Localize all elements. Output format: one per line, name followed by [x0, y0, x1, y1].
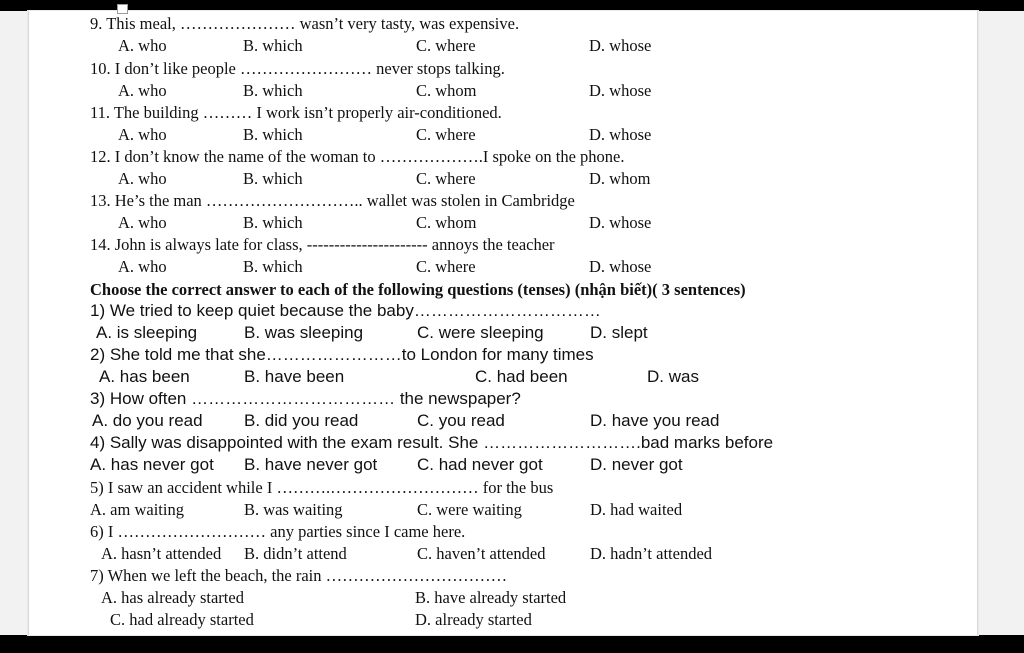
- t7-option-d: D. already started: [415, 610, 532, 629]
- t6-option-c: C. haven’t attended: [417, 544, 546, 563]
- t5-option-b: B. was waiting: [244, 500, 343, 519]
- q9-option-b: B. which: [243, 36, 303, 55]
- q10-option-c: C. whom: [416, 81, 477, 100]
- t6-option-a: A. hasn’t attended: [101, 544, 222, 563]
- question-9-stem: 9. This meal, ………………… wasn’t very tasty, was expensive.: [90, 14, 520, 33]
- t4-option-b: B. have never got: [244, 455, 378, 474]
- q13-option-d: D. whose: [589, 213, 652, 232]
- t2-option-a: A. has been: [99, 367, 190, 386]
- t7-option-c: C. had already started: [110, 610, 254, 629]
- t3-option-b: B. did you read: [244, 411, 359, 430]
- q13-option-b: B. which: [243, 213, 303, 232]
- t1-option-b: B. was sleeping: [244, 323, 364, 342]
- t5-option-a: A. am waiting: [90, 500, 184, 519]
- t3-option-d: D. have you read: [590, 411, 720, 430]
- t7-option-b: B. have already started: [415, 588, 567, 607]
- q9-option-a: A. who: [118, 36, 167, 55]
- q9-option-c: C. where: [416, 36, 476, 55]
- tense-question-1-stem: 1) We tried to keep quiet because the baby……………………………: [90, 301, 601, 320]
- t4-option-a: A. has never got: [90, 455, 214, 474]
- t5-option-c: C. were waiting: [417, 500, 522, 519]
- t3-option-c: C. you read: [417, 411, 505, 430]
- t3-option-a: A. do you read: [92, 411, 203, 430]
- q14-option-d: D. whose: [589, 257, 652, 276]
- question-14-stem: 14. John is always late for class, ---------------------- annoys the teacher: [90, 235, 555, 254]
- q13-option-a: A. who: [118, 213, 167, 232]
- tense-question-2-stem: 2) She told me that she……………………to London for many times: [90, 345, 594, 364]
- text-cursor-marker: [117, 4, 128, 14]
- q13-option-c: C. whom: [416, 213, 477, 232]
- tense-question-6-stem: 6) I ……………………… any parties since I came here.: [90, 522, 466, 541]
- q10-option-b: B. which: [243, 81, 303, 100]
- tense-question-4-stem: 4) Sally was disappointed with the exam result. She ……………………….bad marks before: [90, 433, 774, 452]
- question-10-stem: 10. I don’t like people …………………… never stops talking.: [90, 59, 505, 78]
- t7-option-a: A. has already started: [101, 588, 244, 607]
- q10-option-a: A. who: [118, 81, 167, 100]
- t2-option-d: D. was: [647, 367, 699, 386]
- t4-option-d: D. never got: [590, 455, 683, 474]
- q14-option-b: B. which: [243, 257, 303, 276]
- t2-option-b: B. have been: [244, 367, 345, 386]
- t1-option-c: C. were sleeping: [417, 323, 544, 342]
- right-margin: [977, 11, 1024, 635]
- q12-option-d: D. whom: [589, 169, 651, 188]
- t2-option-c: C. had been: [475, 367, 568, 386]
- q12-option-b: B. which: [243, 169, 303, 188]
- question-11-stem: 11. The building ……… I work isn’t properly air-conditioned.: [90, 103, 502, 122]
- tense-question-3-stem: 3) How often ……………………………… the newspaper?: [90, 389, 521, 408]
- tense-question-7-stem: 7) When we left the beach, the rain ……………………………: [90, 566, 508, 585]
- section-heading: Choose the correct answer to each of the following questions (tenses) (nhận biết)( 3 sentences): [90, 280, 746, 299]
- q12-option-c: C. where: [416, 169, 476, 188]
- t4-option-c: C. had never got: [417, 455, 543, 474]
- question-12-stem: 12. I don’t know the name of the woman to ……………….I spoke on the phone.: [90, 147, 625, 166]
- q11-option-b: B. which: [243, 125, 303, 144]
- t1-option-a: A. is sleeping: [96, 323, 198, 342]
- q11-option-c: C. where: [416, 125, 476, 144]
- left-margin: [0, 11, 28, 635]
- question-13-stem: 13. He’s the man ……………………….. wallet was stolen in Cambridge: [90, 191, 575, 210]
- q14-option-a: A. who: [118, 257, 167, 276]
- q9-option-d: D. whose: [589, 36, 652, 55]
- t5-option-d: D. had waited: [590, 500, 683, 519]
- q11-option-a: A. who: [118, 125, 167, 144]
- q10-option-d: D. whose: [589, 81, 652, 100]
- q12-option-a: A. who: [118, 169, 167, 188]
- t1-option-d: D. slept: [590, 323, 648, 342]
- t6-option-b: B. didn’t attend: [244, 544, 347, 563]
- q14-option-c: C. where: [416, 257, 476, 276]
- q11-option-d: D. whose: [589, 125, 652, 144]
- t6-option-d: D. hadn’t attended: [590, 544, 713, 563]
- tense-question-5-stem: 5) I saw an accident while I ……….……………………… for the bus: [90, 478, 554, 497]
